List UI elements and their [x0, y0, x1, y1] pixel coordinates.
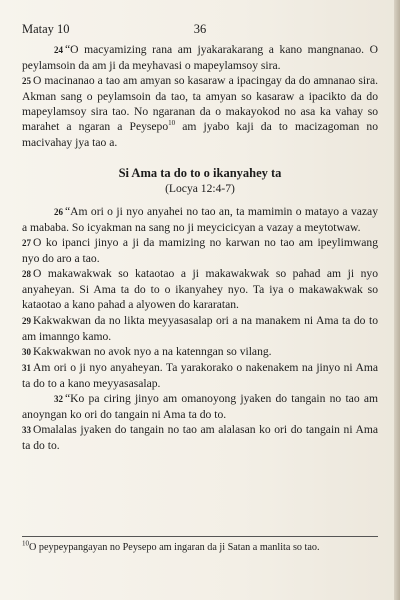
- page-header: [22, 22, 378, 38]
- verse-number: 32: [54, 393, 63, 404]
- verse-30: [22, 344, 378, 360]
- verse-text: Kakwakwan no avok nyo a na katenngan so vilang.: [33, 344, 272, 358]
- verse-number: 29: [22, 315, 31, 326]
- footnote-marker: 10: [168, 119, 176, 128]
- verse-31: [22, 360, 378, 391]
- footnote-number: 10: [22, 539, 29, 548]
- verse-text: “Ko pa ciring jinyo am omanoyong jyaken do tangain no tao am anoyngan ko ori do tangain ni Ama ta do to.: [22, 391, 378, 422]
- verse-text-continued: am jyabo kaji da to macizagoman no macivahay jya tao a.: [22, 120, 378, 149]
- verse-text: O makawakwak so kataotao a ji makawakwak so pahad am ji nyo anyaheyan. Si Ama ta do to o ikanyahey nyo. Ta iya o makawakwak so kataotao a kano pahad a alyowen do kararatan.: [22, 267, 378, 312]
- scripture-text: [22, 42, 378, 453]
- verse-number: 33: [22, 425, 31, 436]
- verse-number: 30: [22, 346, 31, 357]
- verse-number: 26: [54, 206, 63, 217]
- footnote-rule: [22, 536, 378, 537]
- verse-text: O macinanao a tao am amyan so kasaraw a ipacingay da do amnanao sira. Akman sang o peylamsoin da tao, ta amyan so kasaraw a ipacikto da do mapeylamsoy sira tao. No ngaranan da o makayokod no asa ka vahay so marahet a ngaran a Peysepo: [22, 74, 378, 134]
- page-number: 36: [193, 22, 207, 36]
- verse-29: [22, 313, 378, 344]
- verse-number: 31: [22, 362, 31, 373]
- section-heading: Si Ama ta do to o ikanyahey ta: [118, 165, 282, 180]
- page-edge: [394, 0, 400, 600]
- verse-28: [22, 266, 378, 312]
- verse-32: [22, 391, 378, 422]
- verse-text: Kakwakwan da no likta meyyasasalap ori a na manakem ni Ama ta do to am imanngo kamo.: [22, 313, 378, 343]
- verse-26: [22, 204, 378, 235]
- verse-text: Am ori o ji nyo anyaheyan. Ta yarakorako o nakenakem na jinyo ni Ama ta do to a kano meyyasasalap.: [22, 360, 378, 390]
- verse-24: [22, 42, 378, 73]
- verse-number: 24: [54, 45, 63, 55]
- footnote: [22, 541, 372, 554]
- running-head-book: Matay 10: [22, 22, 70, 36]
- parallel-reference: (Locya 12:4-7): [165, 181, 235, 195]
- verse-text: “Am ori o ji nyo anyahei no tao an, ta mamimin o matayo a vazay a mababa. So icyakman na sang no ji meycicicyan a vazay a meytotwaw.: [22, 204, 378, 234]
- verse-33: [22, 422, 378, 453]
- verse-text: Omalalas jyaken do tangain no tao am alalasan ko ori do tangain ni Ama ta do to.: [22, 423, 378, 453]
- verse-27: [22, 235, 378, 266]
- verse-number: 28: [22, 269, 31, 280]
- verse-25: [22, 73, 378, 149]
- verse-number: 27: [22, 238, 31, 249]
- verse-text: “O macyamizing rana am jyakarakarang a kano mangnanao. O peylamsoin da am ji da meyhavasi o mapeylamsoy sira.: [22, 43, 378, 73]
- footnote-text: O peypeypangayan no Peysepo am ingaran da ji Satan a manlita so tao.: [29, 542, 320, 553]
- verse-text: O ko ipanci jinyo a ji da mamizing no karwan no tao am ipeylimwang nyo do aro a tao.: [22, 236, 378, 266]
- verse-number: 25: [22, 76, 31, 87]
